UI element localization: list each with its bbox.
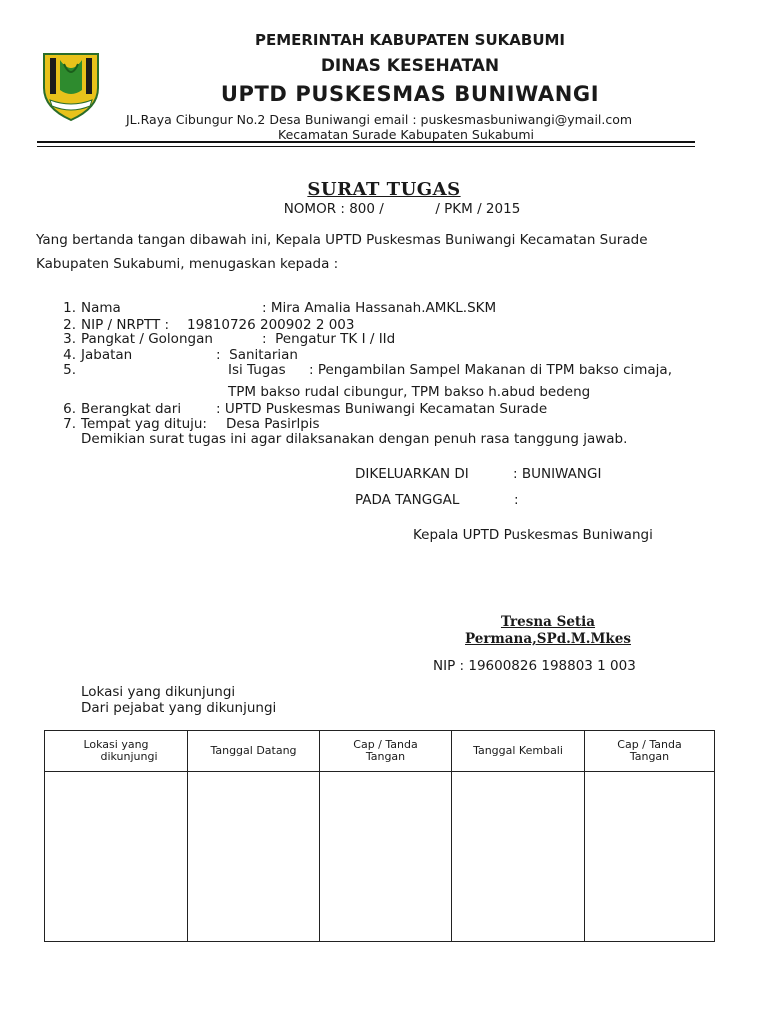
header-institution: UPTD PUSKESMAS BUNIWANGI — [220, 82, 600, 106]
signer-nip: NIP : 19600826 198803 1 003 — [433, 658, 636, 674]
visit-log-table — [44, 730, 715, 942]
intro-line-2: Kabupaten Sukabumi, menugaskan kepada : — [36, 256, 339, 272]
cell-return-date[interactable] — [452, 772, 585, 942]
header-address: JL.Raya Cibungur No.2 Desa Buniwangi email : puskesmasbuniwangi@ymail.com — [126, 112, 633, 127]
item-label-destination: Tempat yag dituju: — [81, 416, 207, 432]
item-value-position: : Sanitarian — [216, 347, 298, 363]
item-number-7: 7. — [63, 416, 76, 432]
cell-location[interactable] — [45, 772, 188, 942]
item-value-name: : Mira Amalia Hassanah.AMKL.SKM — [262, 300, 497, 316]
signer-name-line-1: Tresna Setia — [500, 614, 596, 630]
table-row — [45, 772, 715, 942]
item-number-2: 2. — [63, 317, 76, 333]
issued-date-label: PADA TANGGAL — [355, 492, 460, 508]
col-location: Lokasi yang dikunjungi — [45, 731, 188, 772]
col-arrival-date: Tanggal Datang — [188, 731, 320, 772]
item-label-nip: NIP / NRPTT : — [81, 317, 170, 333]
intro-line-1: Yang bertanda tangan dibawah ini, Kepala UPTD Puskesmas Buniwangi Kecamatan Surade — [36, 232, 648, 248]
visit-note-official: Dari pejabat yang dikunjungi — [81, 700, 277, 716]
letterhead-rule-thin — [37, 146, 695, 147]
item-value-nip: 19810726 200902 2 003 — [187, 317, 355, 333]
document-title: SURAT TUGAS — [307, 179, 461, 200]
item-value-destination: Desa Pasirlpis — [226, 416, 320, 432]
issued-at-label: DIKELUARKAN DI — [355, 466, 469, 482]
signer-position: Kepala UPTD Puskesmas Buniwangi — [413, 527, 653, 543]
item-value-rank: : Pengatur TK I / IId — [262, 331, 396, 347]
cell-stamp-signature-1[interactable] — [320, 772, 452, 942]
item-value-task: : Pengambilan Sampel Makanan di TPM bakso cimaja, — [309, 362, 672, 378]
col-return-date: Tanggal Kembali — [452, 731, 585, 772]
closing-statement: Demikian surat tugas ini agar dilaksanakan dengan penuh rasa tanggung jawab. — [81, 431, 628, 447]
cell-stamp-signature-2[interactable] — [585, 772, 715, 942]
table-header-row — [45, 731, 715, 772]
item-number-4: 4. — [63, 347, 76, 363]
item-label-rank: Pangkat / Golongan — [81, 331, 213, 347]
item-number-1: 1. — [63, 300, 76, 316]
issued-at-value: : BUNIWANGI — [513, 466, 602, 482]
visit-note-location: Lokasi yang dikunjungi — [81, 684, 236, 700]
item-number-5: 5. — [63, 362, 76, 378]
col-stamp-signature-2: Cap / Tanda Tangan — [585, 731, 715, 772]
issued-date-value: : — [514, 492, 519, 508]
header-government: PEMERINTAH KABUPATEN SUKABUMI — [254, 31, 566, 49]
item-label-departure: Berangkat dari — [81, 401, 182, 417]
header-department: DINAS KESEHATAN — [320, 56, 500, 76]
item-value-task-continued: TPM bakso rudal cibungur, TPM bakso h.abud bedeng — [228, 384, 591, 400]
item-number-3: 3. — [63, 331, 76, 347]
item-number-6: 6. — [63, 401, 76, 417]
item-value-departure: : UPTD Puskesmas Buniwangi Kecamatan Surade — [216, 401, 548, 417]
col-stamp-signature-1: Cap / Tanda Tangan — [320, 731, 452, 772]
cell-arrival-date[interactable] — [188, 772, 320, 942]
letterhead-rule-thick — [37, 141, 695, 143]
item-label-name: Nama — [81, 300, 121, 316]
item-label-position: Jabatan — [81, 347, 133, 363]
item-label-task: Isi Tugas — [228, 362, 286, 378]
header-district: Kecamatan Surade Kabupaten Sukabumi — [278, 127, 534, 142]
document-number: NOMOR : 800 / / PKM / 2015 — [283, 201, 521, 217]
signer-name-line-2: Permana,SPd.M.Mkes — [465, 631, 631, 647]
